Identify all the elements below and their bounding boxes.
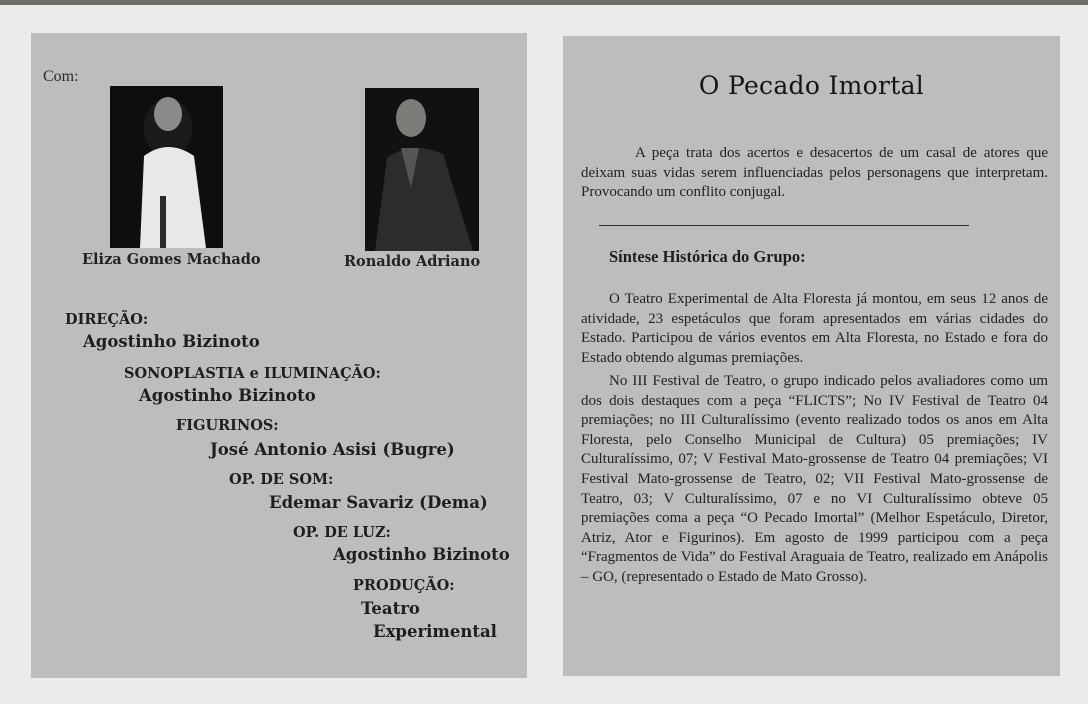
credit-name: Agostinho Bizinoto (83, 332, 260, 351)
credit-role: OP. DE LUZ: (293, 524, 391, 541)
right-page (563, 36, 1060, 676)
play-title: O Pecado Imortal (698, 71, 925, 100)
synopsis-paragraph: A peça trata dos acertos e desacertos de um casal de atores que deixam suas vidas serem influenciadas pelos personagens que interpretam. Provocando um conflito conjugal. (581, 145, 1048, 201)
cast-name: Ronaldo Adriano (344, 253, 481, 270)
cast-name: Eliza Gomes Machado (82, 251, 261, 268)
actress-photo-image (110, 86, 223, 248)
credit-name: Agostinho Bizinoto (333, 545, 510, 564)
credit-name: José Antonio Asisi (Bugre) (210, 440, 455, 459)
top-edge (0, 0, 1088, 5)
credit-name: Teatro (361, 599, 420, 618)
credit-role: OP. DE SOM: (229, 471, 334, 488)
history-paragraph: No III Festival de Teatro, o grupo indicado pelos avaliadores como um dos dois destaques com a peça “FLICTS”; No IV Festival de Teatro 04 premiações; no III Culturalíssimo (evento realizado todos os anos em Alta Floresta, pelo Conselho Municipal de Cultura) 05 premiações; IV Culturalíssimo, 07; V Festival Mato-grossense de Teatro 04 premiações; VI Festival Mato-grossense de Teatro, 02; VII Festival Mato-grossense de Teatro, 03; V Culturalíssimo, 07 e no VI Culturalíssimo obteve 05 premiações coma a peça “O Pecado Imortal” (Melhor Espetáculo, Diretor, Atriz, Ator e Figurinos). Em agosto de 1999 participou com a peça “Fragmentos de Vida” do Festival Araguaia de Teatro, realizado em Anápolis – GO, (representado o Estado de Mato Grosso). (581, 373, 1048, 585)
credit-name: Agostinho Bizinoto (139, 386, 316, 405)
history-paragraph: O Teatro Experimental de Alta Floresta já montou, em seus 12 anos de atividade, 23 espetáculos que foram apresentados em várias cidades do Estado. Participou de vários eventos em Alta Floresta, no Estado e fora do Estado obtendo algumas premiações. (581, 291, 1048, 366)
credit-role: DIREÇÃO: (65, 311, 149, 328)
section-divider (599, 225, 969, 226)
credit-role: PRODUÇÃO: (353, 577, 455, 594)
credit-name: Edemar Savariz (Dema) (269, 493, 488, 512)
credit-name: Experimental (373, 622, 497, 641)
actress-photo (110, 86, 223, 248)
history-heading: Síntese Histórica do Grupo: (609, 247, 806, 266)
credit-role: SONOPLASTIA e ILUMINAÇÃO: (124, 365, 381, 382)
cast-label: Com: (43, 68, 79, 85)
left-page (31, 33, 527, 678)
credit-role: FIGURINOS: (176, 417, 279, 434)
actor-photo (365, 88, 479, 251)
actor-photo-image (365, 88, 479, 251)
